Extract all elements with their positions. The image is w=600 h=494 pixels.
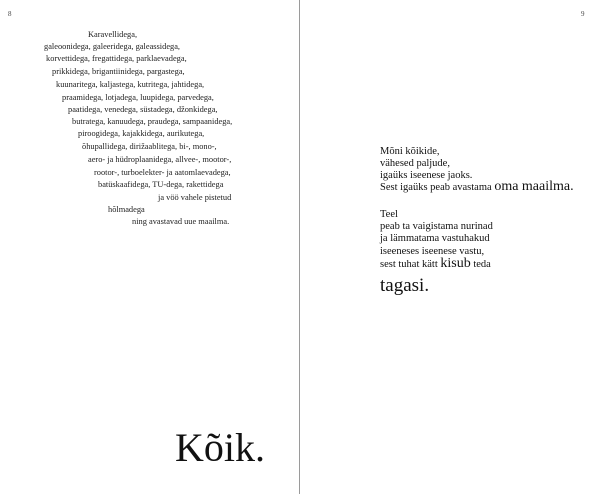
stanza-line: vähesed paljude, [380,158,450,169]
verse-line: batüskaafidega, TU-dega, rakettidega [98,180,224,189]
verse-line: prikkidega, brigantiinidega, pargastega, [52,67,185,76]
verse-line: rootor-, turboelekter- ja aatomlaevadega, [94,168,231,177]
stanza-line-text: Sest igaüks peab avastama [380,182,492,193]
right-page [300,0,600,494]
verse-line: aero- ja hüdroplaanidega, allvee-, mootor-, [88,155,232,164]
stanza-line: iseeneses iseenese vastu, [380,246,485,257]
stanza-line [380,258,491,271]
verse-line: galeoonidega, galeeridega, galeassidega, [44,42,181,51]
verse-line: butratega, kanuudega, praudega, sampaanidega, [72,117,233,126]
verse-line: paatidega, venedega, süstadega, džonkidega, [68,105,218,114]
emphasized-word: kisub [440,256,471,271]
verse-line: Karavellidega, [88,30,138,39]
verse-line: kuunaritega, kaljastega, kutritega, jahtidega, [56,80,205,89]
stanza-line: igaüks iseenese jaoks. [380,170,473,181]
stanza-line [380,181,574,194]
stanza-line: ja lämmatama vastuhakud [380,233,490,244]
verse-line: õhupallidega, dirižaablitega, bi-, mono-, [82,142,217,151]
stanza-line: Mõni kõikide, [380,146,440,157]
verse-line: korvettidega, fregattidega, parklaevadega, [46,54,187,63]
final-word: tagasi. [380,275,430,296]
verse-line: ning avastavad uue maailma. [132,217,230,226]
left-page [0,0,299,494]
page-number-right: 9 [581,10,585,18]
stanza-line: peab ta vaigistama nurinad [380,221,493,232]
emphasized-phrase: oma maailma. [494,179,574,194]
stanza-line: Teel [380,209,398,220]
verse-line: hõlmadega [108,205,145,214]
page-number-left: 8 [8,10,12,18]
stanza-line-text: teda [473,259,491,270]
verse-line: praamidega, lotjadega, luupidega, parvedega, [62,93,214,102]
verse-line: ja vöö vahele pistetud [158,193,232,202]
verse-line: piroogidega, kajakkidega, aurikutega, [78,129,205,138]
stanza-line-text: sest tuhat kätt [380,259,438,270]
closing-word: Kõik. [175,425,265,470]
